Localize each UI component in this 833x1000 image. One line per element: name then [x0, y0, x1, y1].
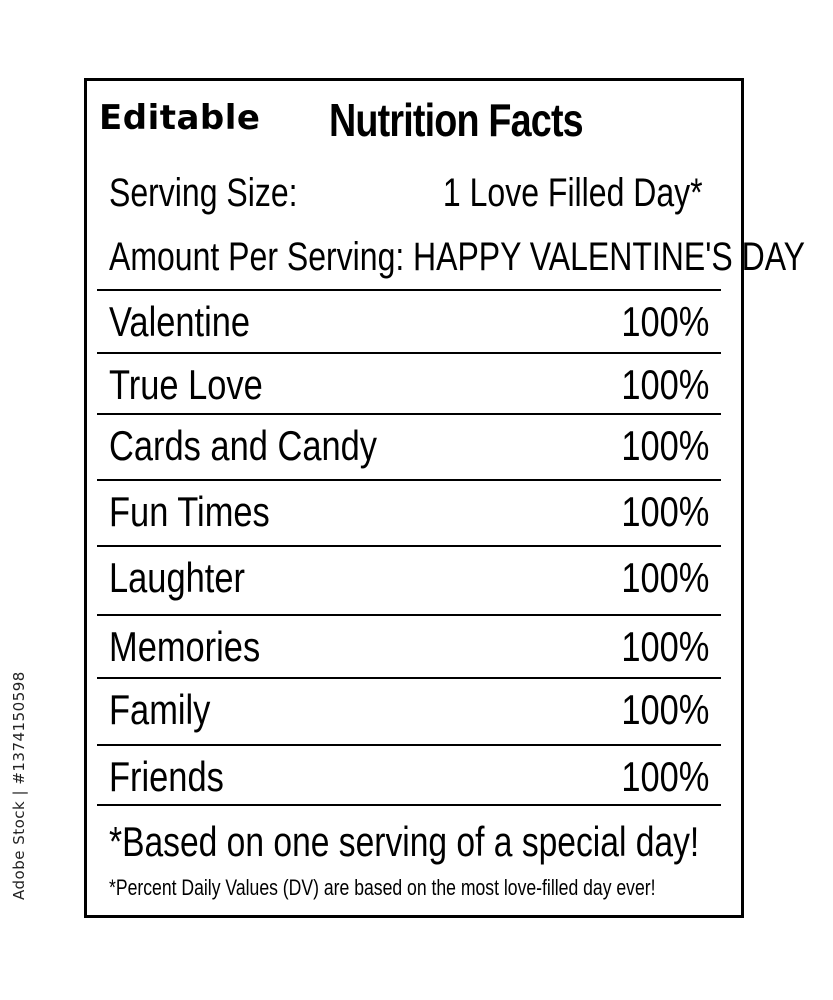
- row-name: Valentine: [109, 298, 251, 345]
- row-name: Laughter: [109, 554, 245, 601]
- list-item: [97, 679, 721, 741]
- footnote-main: *Based on one serving of a special day!: [109, 818, 700, 865]
- row-value: 100%: [620, 623, 709, 670]
- row-name: Memories: [109, 623, 261, 670]
- row-value: 100%: [620, 361, 709, 408]
- label-title: Nutrition Facts: [329, 94, 583, 146]
- list-item: [97, 746, 721, 808]
- list-item: [97, 547, 721, 609]
- row-value: 100%: [620, 422, 709, 469]
- list-item: [97, 291, 721, 353]
- row-name: Fun Times: [109, 488, 270, 535]
- row-name: True Love: [109, 361, 263, 408]
- row-name: Family: [109, 686, 211, 733]
- list-item: [97, 415, 721, 477]
- row-value: 100%: [620, 686, 709, 733]
- serving-size-value: 1 Love Filled Day*: [443, 171, 703, 215]
- divider: [97, 804, 721, 806]
- list-item: [97, 481, 721, 543]
- editable-label: Editable: [99, 98, 261, 138]
- row-name: Friends: [109, 753, 224, 800]
- list-item: [97, 354, 721, 416]
- serving-size-label: Serving Size:: [109, 171, 298, 215]
- row-value: 100%: [620, 753, 709, 800]
- row-value: 100%: [620, 554, 709, 601]
- row-value: 100%: [620, 298, 709, 345]
- nutrition-label: [84, 78, 806, 918]
- list-item: [97, 616, 721, 678]
- amount-per-serving-value: HAPPY VALENTINE'S DAY: [413, 235, 806, 279]
- stock-id-watermark: Adobe Stock | #1374150598: [10, 671, 28, 900]
- footnote-small: *Percent Daily Values (DV) are based on the most love-filled day ever!: [109, 875, 656, 900]
- amount-per-serving-label: Amount Per Serving:: [109, 235, 405, 279]
- row-name: Cards and Candy: [109, 422, 378, 469]
- row-value: 100%: [620, 488, 709, 535]
